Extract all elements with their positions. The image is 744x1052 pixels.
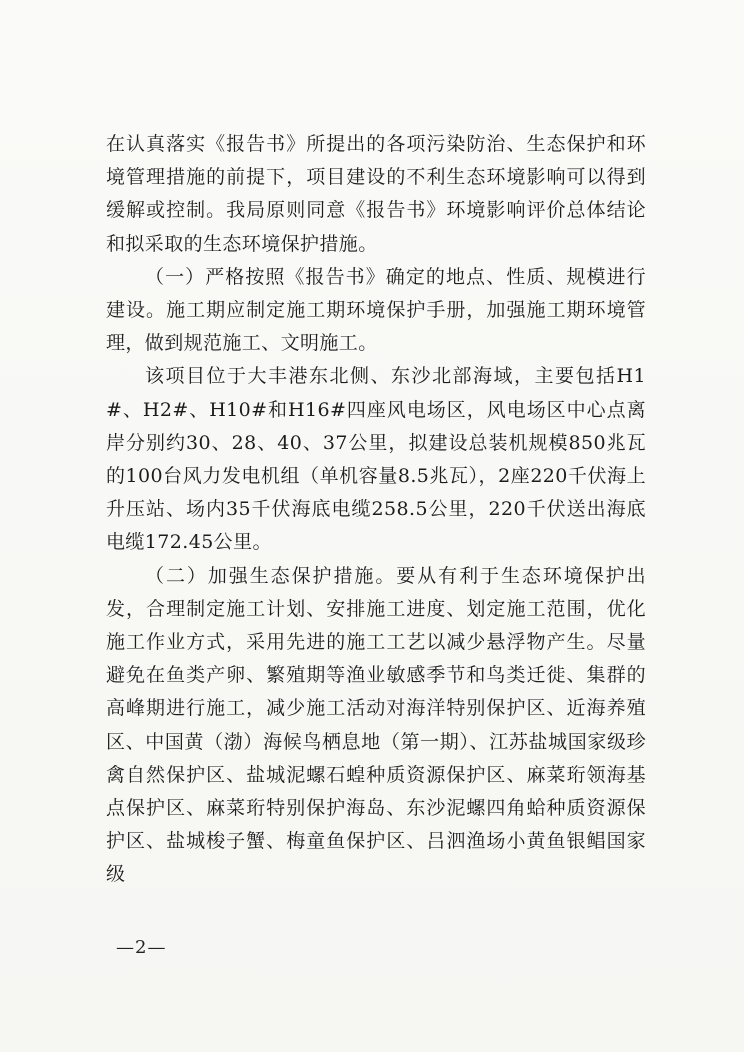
page-number: —2—: [116, 937, 167, 958]
paragraph-intro: 在认真落实《报告书》所提出的各项污染防治、生态保护和环境管理措施的前提下，项目建设的不利生态环境影响可以得到缓解或控制。我局原则同意《报告书》环境影响评价总体结论和拟采取的生态环境保护措施。: [106, 133, 646, 255]
paragraph-project-location: 该项目位于大丰港东北侧、东沙北部海域，主要包括H1#、H2#、H10#和H16#四座风电场区，风电场区中心点离岸分别约30、28、40、37公里，拟建设总装机规模850兆瓦的100台风力发电机组（单机容量8.5兆瓦），2座220千伏海上升压站、场内35千伏海底电缆258.5公里，220千伏送出海底电缆172.45公里。: [106, 365, 646, 554]
paragraph-section-one: （一）严格按照《报告书》确定的地点、性质、规模进行建设。施工期应制定施工期环境保护手册，加强施工期环境管理，做到规范施工、文明施工。: [106, 265, 646, 355]
paragraph-section-two: （二）加强生态保护措施。要从有利于生态环境保护出发，合理制定施工计划、安排施工进度、划定施工范围，优化施工作业方式，采用先进的施工工艺以减少悬浮物产生。尽量避免在鱼类产卵、繁殖期等渔业敏感季节和鸟类迁徙、集群的高峰期进行施工，减少施工活动对海洋特别保护区、近海养殖区、中国黄（渤）海候鸟栖息地（第一期）、江苏盐城国家级珍禽自然保护区、盐城泥螺石蝗种质资源保护区、麻菜珩领海基点保护区、麻菜珩特别保护海岛、东沙泥螺四角蛤种质资源保护区、盐城梭子蟹、梅童鱼保护区、吕泗渔场小黄鱼银鲳国家级: [106, 564, 646, 886]
body-text: [106, 128, 646, 892]
